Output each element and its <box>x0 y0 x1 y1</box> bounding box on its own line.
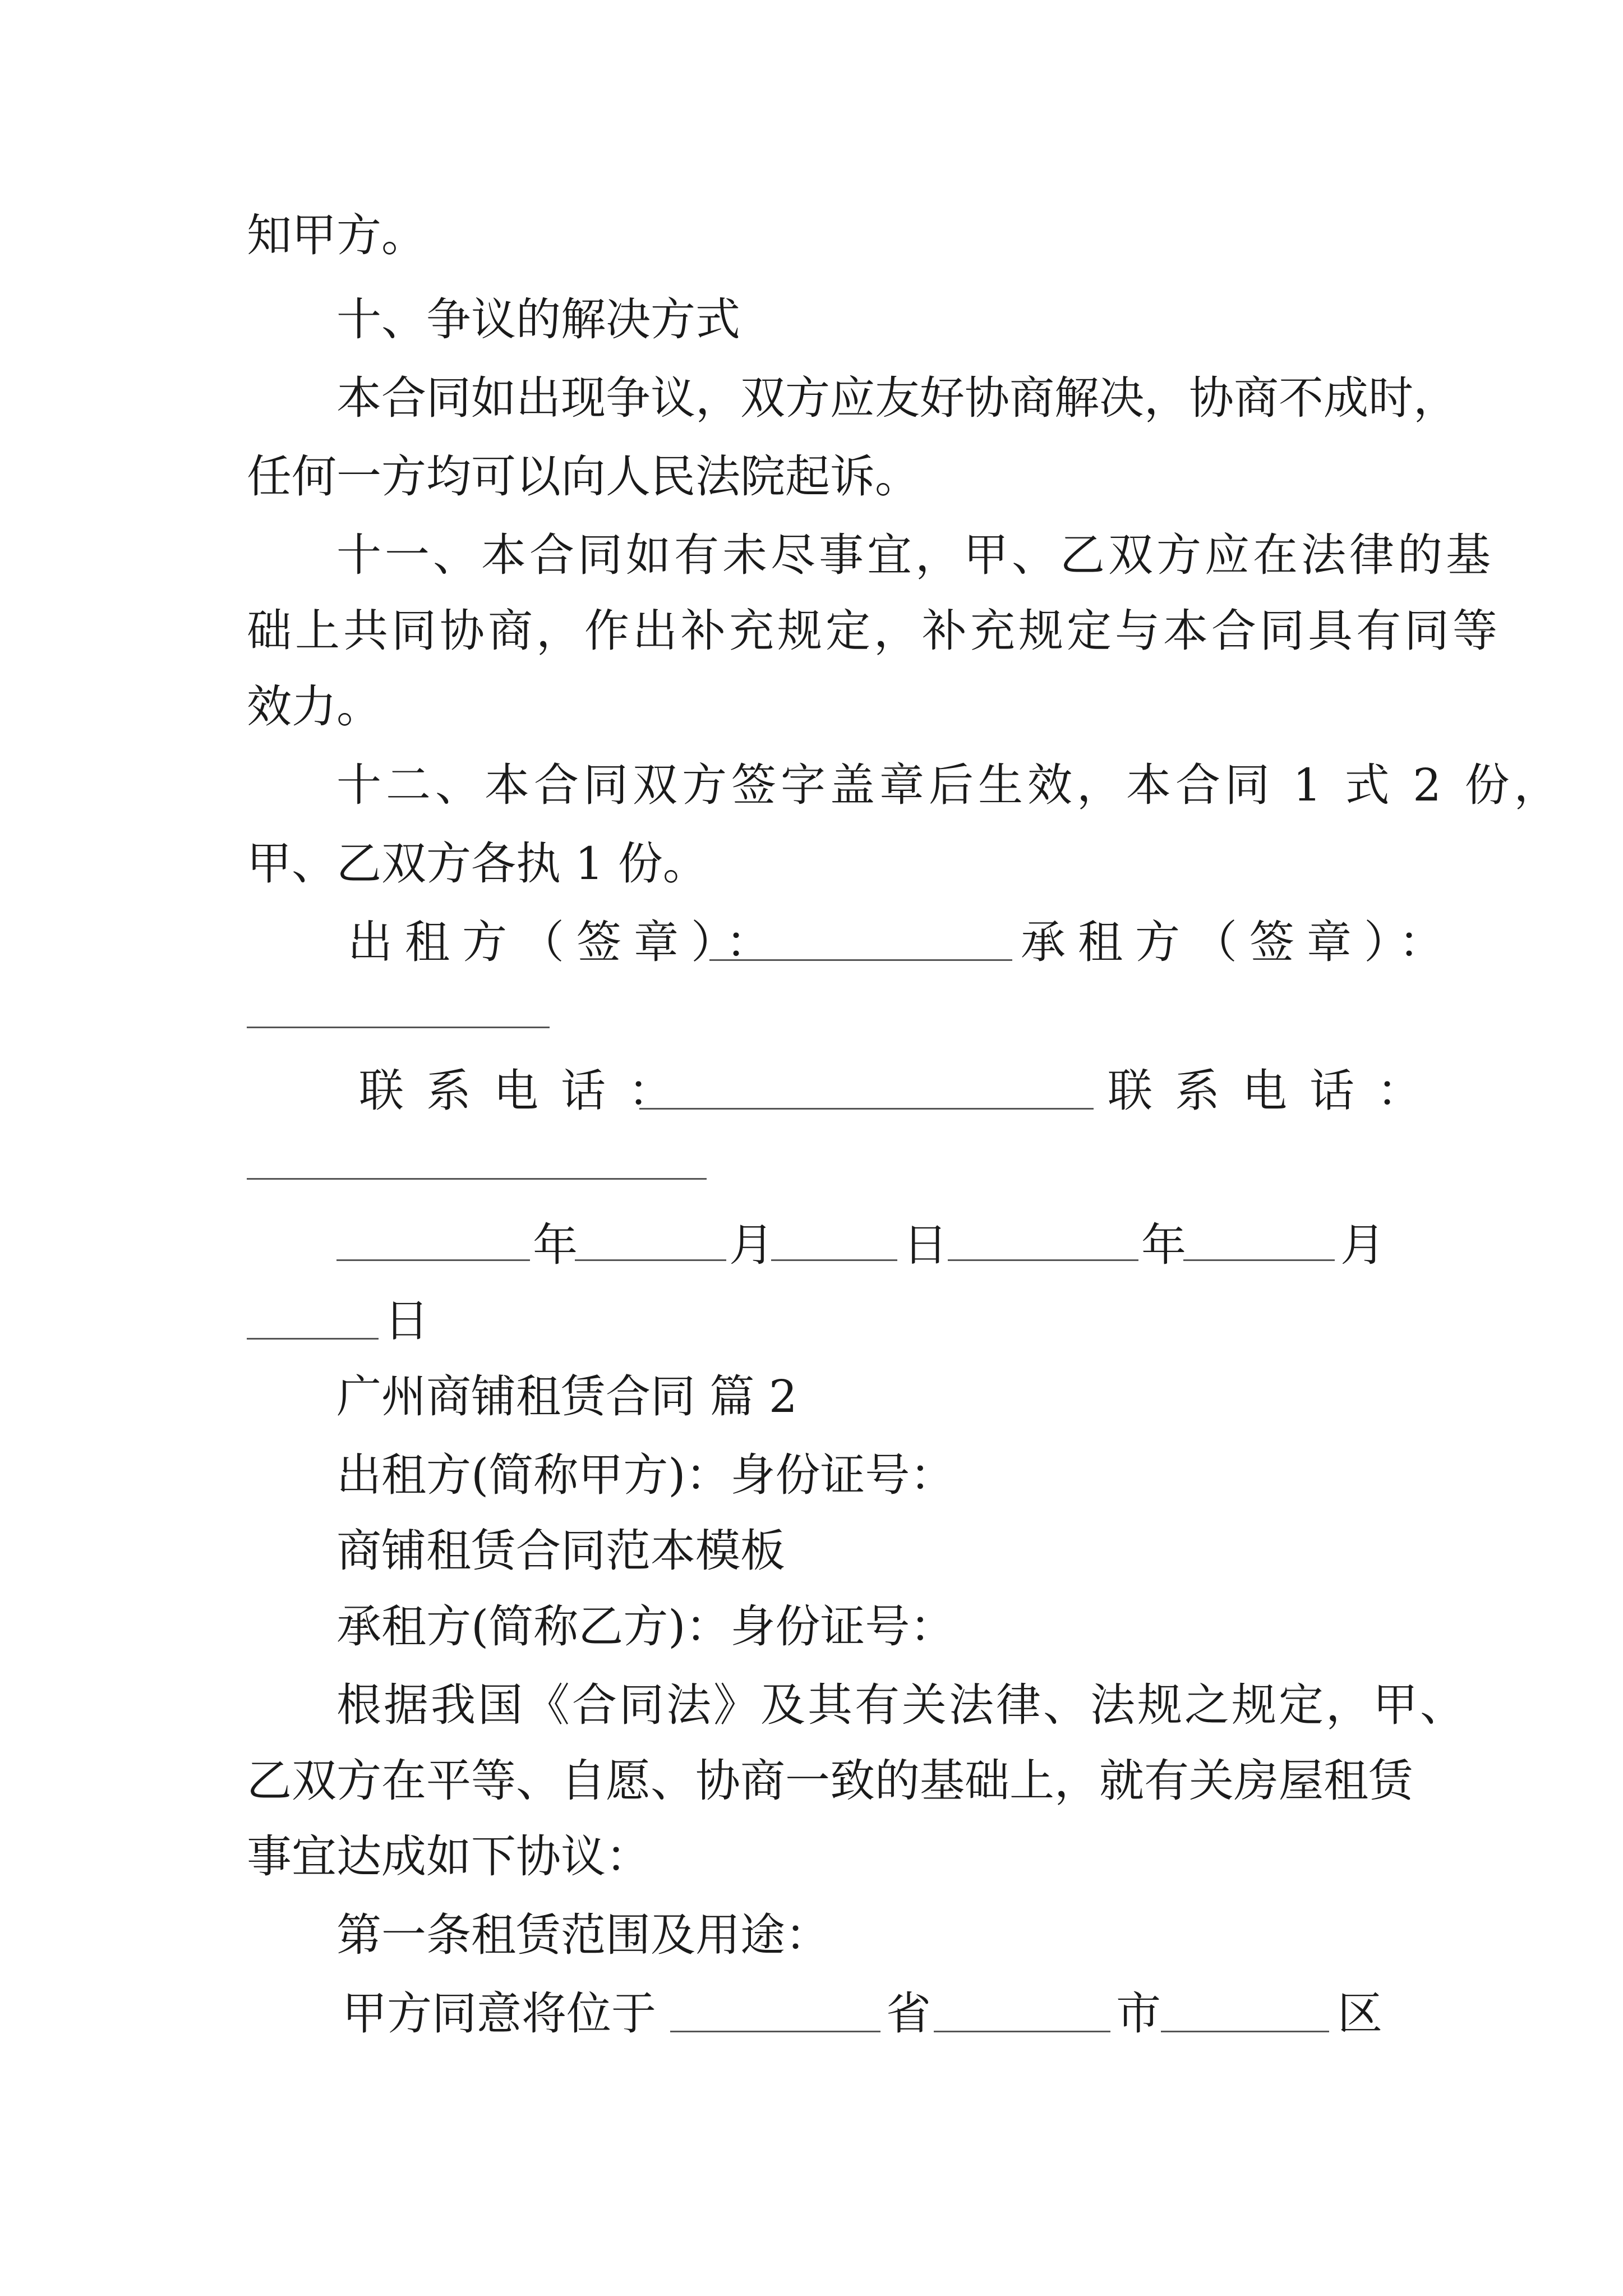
date-year-label-1: 年 <box>533 1219 578 1271</box>
preamble-line1: 根据我国《合同法》及其有关法律、法规之规定，甲、 <box>336 1679 1467 1731</box>
date-month-blank-1 <box>575 1259 726 1261</box>
date-month-blank-2 <box>1183 1259 1335 1261</box>
province-blank <box>670 2031 880 2032</box>
clause-eleven-line2: 础上共同协商，作出补充规定，补充规定与本合同具有同等 <box>247 605 1501 657</box>
lessee-signature-label: 承租方（签章）： <box>1021 916 1456 968</box>
dispute-text-line1: 本合同如出现争议，双方应友好协商解决，协商不成时， <box>336 372 1458 424</box>
section-title-part2: 广州商铺租赁合同 篇 2 <box>336 1370 797 1423</box>
lessee-id-line: 承租方(简称乙方)：身份证号： <box>336 1600 955 1653</box>
clause-eleven-line1: 十一、本合同如有未尽事宜，甲、乙双方应在法律的基 <box>336 529 1494 581</box>
lessor-signature-label: 出租方（签章）： <box>348 916 783 968</box>
date-day-label-2: 日 <box>384 1295 429 1347</box>
city-label: 市 <box>1116 1987 1161 2040</box>
lessor-phone-label: 联系电话： <box>359 1065 695 1117</box>
article-one-heading: 第一条租赁范围及用途： <box>336 1909 830 1961</box>
district-label: 区 <box>1338 1987 1382 2040</box>
lessee-phone-label: 联系电话： <box>1108 1065 1444 1117</box>
date-year-blank-2 <box>948 1259 1138 1261</box>
template-title: 商铺租赁合同范本模板 <box>336 1525 785 1577</box>
clause-twelve-line2: 甲、乙双方各执 1 份。 <box>247 838 708 890</box>
clause-eleven-line3: 效力。 <box>247 680 381 733</box>
date-year-label-2: 年 <box>1141 1219 1186 1271</box>
lessor-signature-blank <box>709 959 1012 961</box>
clause-twelve-line1: 十二、本合同双方签字盖章后生效，本合同 1 式 2 份， <box>336 759 1564 811</box>
district-blank <box>1161 2031 1329 2032</box>
province-label: 省 <box>886 1987 931 2040</box>
date-month-label-1: 月 <box>729 1219 774 1271</box>
date-day-blank-1 <box>771 1259 897 1261</box>
location-prefix: 甲方同意将位于 <box>342 1987 656 2040</box>
lessee-phone-blank <box>247 1178 707 1180</box>
lessee-signature-blank <box>247 1027 550 1028</box>
date-month-label-2: 月 <box>1340 1219 1385 1271</box>
lessor-id-line: 出租方(简称甲方)：身份证号： <box>336 1449 955 1501</box>
date-day-label-1: 日 <box>903 1219 948 1271</box>
lessor-phone-blank <box>639 1108 1094 1110</box>
city-blank <box>934 2031 1110 2032</box>
section-heading-dispute: 十、争议的解决方式 <box>336 293 740 346</box>
paragraph-continuation: 知甲方。 <box>247 209 426 261</box>
preamble-line3: 事宜达成如下协议： <box>247 1830 651 1883</box>
date-year-blank-1 <box>336 1259 530 1261</box>
dispute-text-line2: 任何一方均可以向人民法院起诉。 <box>247 450 920 503</box>
date-day-blank-2 <box>247 1338 379 1340</box>
preamble-line2: 乙双方在平等、自愿、协商一致的基础上，就有关房屋租赁 <box>247 1755 1413 1807</box>
